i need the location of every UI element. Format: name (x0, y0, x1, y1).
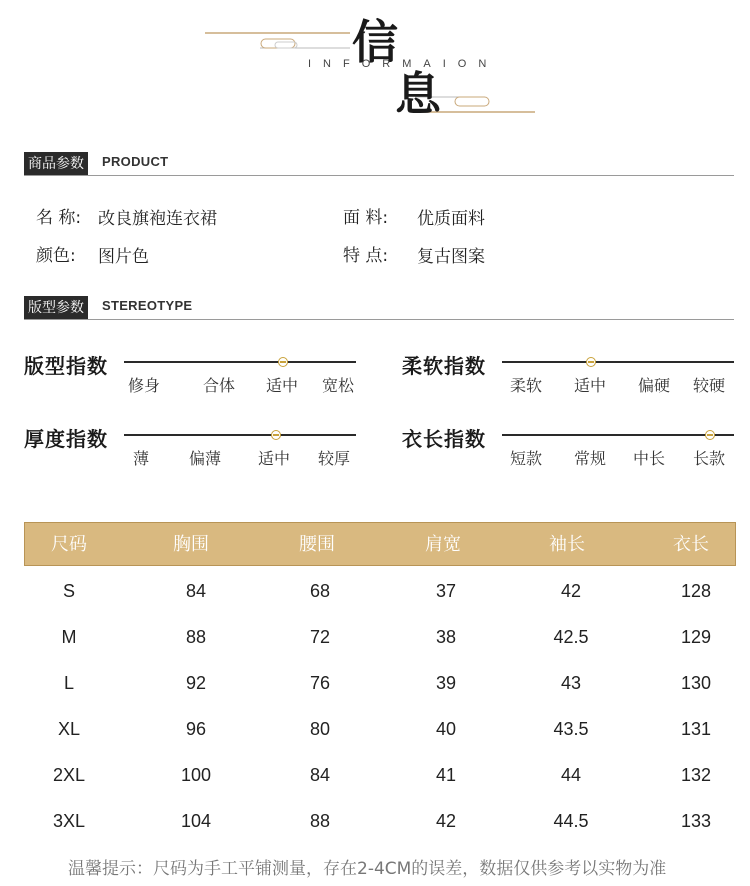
table-cell: 84 (185, 581, 207, 601)
softness-index-title: 柔软指数 (402, 354, 486, 378)
table-cell: 128 (680, 581, 712, 601)
softness-option: 偏硬 (638, 376, 671, 395)
fabric-value: 优质面料 (417, 209, 485, 229)
softness-option: 适中 (574, 376, 607, 395)
fabric-label: 面 料: (343, 208, 389, 228)
fit-index-title: 版型指数 (24, 354, 108, 378)
cloud-lines-left-icon (205, 28, 355, 58)
fit-index-marker (278, 357, 288, 367)
table-cell: 84 (309, 765, 331, 785)
thickness-option: 较厚 (318, 449, 351, 468)
product-section-header (24, 152, 734, 176)
table-cell: 72 (309, 627, 331, 647)
table-cell: L (63, 673, 74, 693)
table-cell: 104 (180, 811, 212, 831)
name-value: 改良旗袍连衣裙 (98, 209, 217, 229)
length-option: 中长 (633, 449, 666, 468)
column-header: 尺码 (51, 534, 87, 555)
table-cell: 131 (680, 719, 712, 739)
header-subtitle: INFORMAION (308, 58, 499, 70)
table-cell: 3XL (52, 811, 86, 831)
table-cell: 44.5 (553, 811, 589, 831)
table-cell: 40 (435, 719, 457, 739)
table-cell: 132 (680, 765, 712, 785)
length-option: 短款 (510, 449, 543, 468)
table-cell: S (62, 581, 75, 601)
table-cell: 129 (680, 627, 712, 647)
table-cell: 43 (560, 673, 582, 693)
header-char-top: 信 (352, 15, 398, 69)
length-index-title: 衣长指数 (402, 427, 486, 451)
table-cell: 44 (560, 765, 582, 785)
table-cell: 130 (680, 673, 712, 693)
table-cell: 133 (680, 811, 712, 831)
table-cell: 96 (185, 719, 207, 739)
thickness-index-marker (271, 430, 281, 440)
thickness-option: 偏薄 (189, 449, 222, 468)
table-cell: 88 (185, 627, 207, 647)
color-value: 图片色 (98, 247, 149, 267)
thickness-option: 适中 (258, 449, 291, 468)
softness-index-marker (586, 357, 596, 367)
length-index-marker (705, 430, 715, 440)
stereotype-section-header (24, 296, 734, 320)
table-cell: 42 (435, 811, 457, 831)
table-cell: 42.5 (553, 627, 589, 647)
column-header: 胸围 (173, 534, 209, 555)
table-cell: XL (57, 719, 81, 739)
measurement-note: 温馨提示：尺码为手工平铺测量，存在2-4CM的误差，数据仅供参考以实物为准 (68, 859, 667, 879)
stereotype-section-en: STEREOTYPE (102, 298, 193, 313)
thickness-index-track (124, 434, 356, 436)
table-cell: M (61, 627, 77, 647)
table-cell: 100 (180, 765, 212, 785)
fit-option: 合体 (203, 376, 236, 395)
column-header: 袖长 (549, 534, 585, 555)
fit-option: 修身 (128, 376, 161, 395)
column-header: 肩宽 (425, 534, 461, 555)
table-cell: 80 (309, 719, 331, 739)
table-cell: 68 (309, 581, 331, 601)
divider (24, 175, 734, 176)
stereotype-section-tag: 版型参数 (24, 296, 88, 320)
table-cell: 41 (435, 765, 457, 785)
table-cell: 88 (309, 811, 331, 831)
softness-option: 柔软 (510, 376, 543, 395)
softness-index-track (502, 361, 734, 363)
length-option: 常规 (574, 449, 607, 468)
product-section-en: PRODUCT (102, 154, 169, 169)
length-option: 长款 (693, 449, 726, 468)
product-section-tag: 商品参数 (24, 152, 88, 176)
size-table-header (24, 522, 736, 566)
table-cell: 43.5 (553, 719, 589, 739)
fit-index-track (124, 361, 356, 363)
length-index-track (502, 434, 734, 436)
fit-option: 宽松 (322, 376, 355, 395)
fit-option: 适中 (266, 376, 299, 395)
table-cell: 76 (309, 673, 331, 693)
table-cell: 38 (435, 627, 457, 647)
table-cell: 2XL (52, 765, 86, 785)
table-cell: 37 (435, 581, 457, 601)
color-label: 颜色: (36, 246, 76, 266)
name-label: 名 称: (36, 208, 82, 228)
header-char-bottom: 息 (395, 67, 441, 121)
table-cell: 42 (560, 581, 582, 601)
softness-option: 较硬 (693, 376, 726, 395)
table-cell: 39 (435, 673, 457, 693)
column-header: 衣长 (673, 534, 709, 555)
thickness-index-title: 厚度指数 (24, 427, 108, 451)
column-header: 腰围 (299, 534, 335, 555)
feature-value: 复古图案 (417, 247, 485, 267)
feature-label: 特 点: (343, 246, 389, 266)
table-cell: 92 (185, 673, 207, 693)
divider (24, 319, 734, 320)
thickness-option: 薄 (133, 449, 150, 468)
